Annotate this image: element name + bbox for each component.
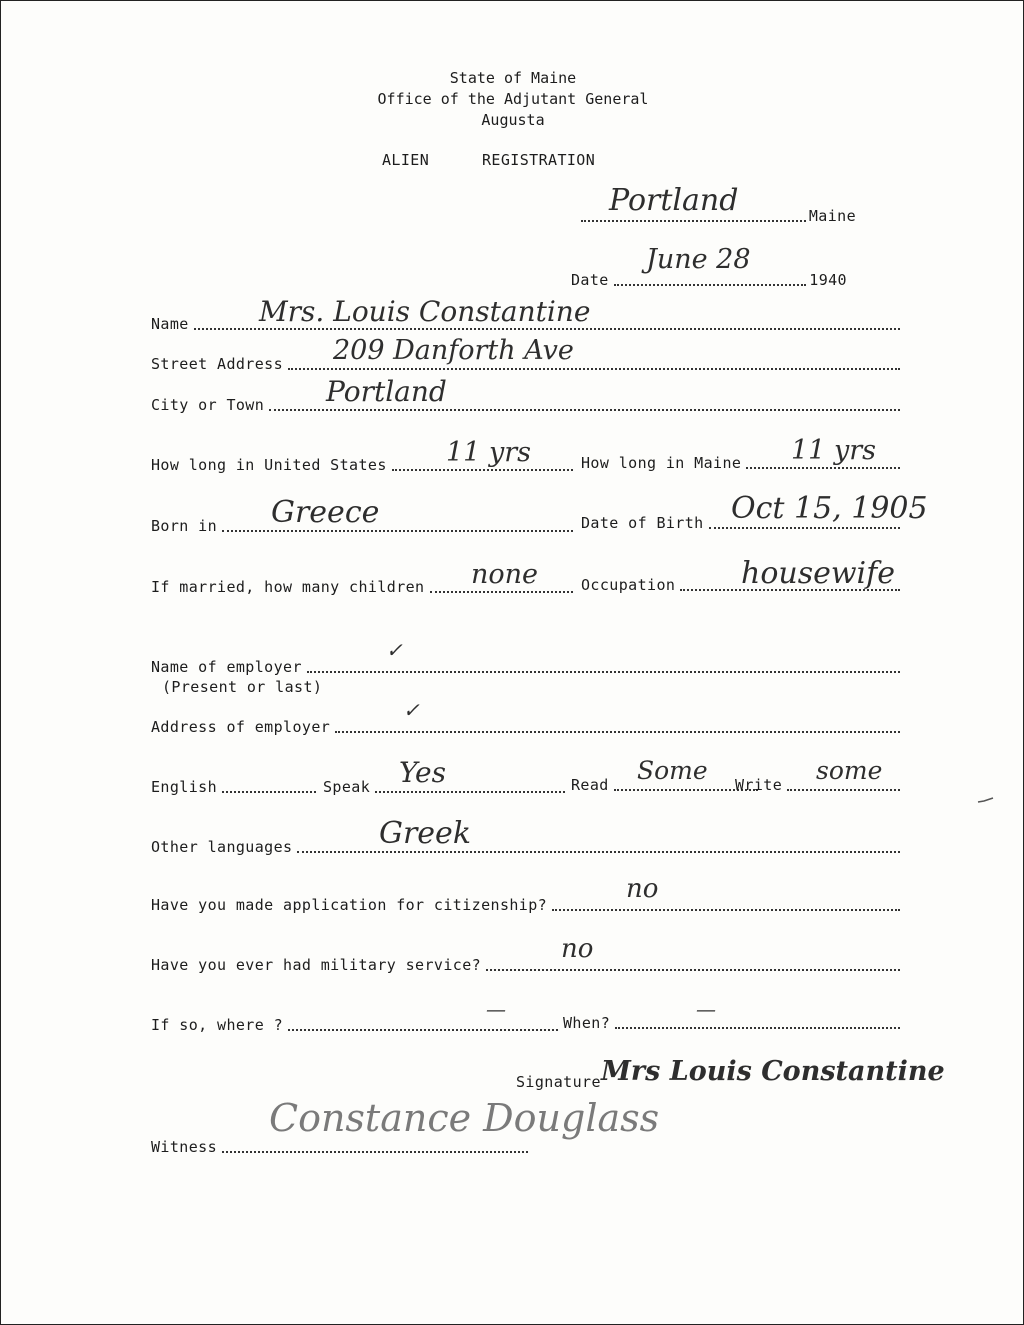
write-label: Write xyxy=(735,776,783,794)
header-state: State of Maine xyxy=(449,69,577,87)
witness-value: Constance Douglass xyxy=(269,1096,660,1140)
header-city: Augusta xyxy=(481,111,545,129)
title-registration: REGISTRATION xyxy=(482,151,596,169)
field-military xyxy=(151,956,903,974)
title-alien: ALIEN xyxy=(382,151,430,169)
employer-address-label: Address of employer xyxy=(151,718,331,736)
date-value: June 28 xyxy=(646,244,751,275)
place-value: Portland xyxy=(609,183,739,218)
date-label: Date xyxy=(571,271,609,289)
name-label: Name xyxy=(151,315,189,333)
place-suffix: Maine xyxy=(808,207,856,225)
when-label: When? xyxy=(563,1014,611,1032)
citizenship-value: no xyxy=(626,874,659,904)
where-label: If so, where ? xyxy=(151,1016,284,1034)
dob-value: Oct 15, 1905 xyxy=(731,491,928,526)
write-value: some xyxy=(816,756,883,785)
field-witness xyxy=(151,1138,531,1156)
other-languages-label: Other languages xyxy=(151,838,293,856)
children-label: If married, how many children xyxy=(151,578,425,596)
how-long-maine-value: 11 yrs xyxy=(791,435,876,466)
how-long-maine-label: How long in Maine xyxy=(581,454,742,472)
city-value: Portland xyxy=(326,375,447,408)
citizenship-label: Have you made application for citizenship? xyxy=(151,896,548,914)
other-languages-value: Greek xyxy=(379,816,471,851)
how-long-us-label: How long in United States xyxy=(151,456,387,474)
signature-label: Signature xyxy=(516,1073,601,1091)
dob-label: Date of Birth xyxy=(581,514,704,532)
military-label: Have you ever had military service? xyxy=(151,956,482,974)
field-employer-name xyxy=(151,658,903,676)
employer-name-sublabel: (Present or last) xyxy=(162,678,323,696)
field-employer-address xyxy=(151,718,903,736)
field-city xyxy=(151,396,903,414)
occupation-label: Occupation xyxy=(581,576,676,594)
date-year: 1940 xyxy=(809,271,847,289)
street-value: 209 Danforth Ave xyxy=(333,335,574,366)
how-long-us-value: 11 yrs xyxy=(446,437,531,468)
occupation-value: housewife xyxy=(741,556,895,591)
field-other-languages xyxy=(151,838,903,856)
signature-value: Mrs Louis Constantine xyxy=(601,1056,945,1087)
read-label: Read xyxy=(571,776,609,794)
street-label: Street Address xyxy=(151,355,284,373)
employer-address-value: ✓ xyxy=(403,698,420,722)
field-citizenship xyxy=(151,896,903,914)
margin-mark-icon xyxy=(976,796,996,806)
speak-label: Speak xyxy=(323,778,371,796)
military-value: no xyxy=(561,934,594,964)
born-in-value: Greece xyxy=(271,495,380,530)
employer-name-label: Name of employer xyxy=(151,658,302,676)
field-english xyxy=(151,778,319,796)
employer-name-value: ✓ xyxy=(386,638,403,662)
city-label: City or Town xyxy=(151,396,265,414)
name-value: Mrs. Louis Constantine xyxy=(259,295,591,328)
speak-value: Yes xyxy=(399,756,446,789)
field-when xyxy=(563,1014,903,1032)
born-in-label: Born in xyxy=(151,517,218,535)
when-value: — xyxy=(696,997,716,1021)
header-office: Office of the Adjutant General xyxy=(377,90,649,108)
where-value: — xyxy=(486,997,506,1021)
witness-label: Witness xyxy=(151,1138,218,1156)
children-value: none xyxy=(471,559,539,590)
english-label: English xyxy=(151,778,218,796)
read-value: Some xyxy=(637,756,708,785)
